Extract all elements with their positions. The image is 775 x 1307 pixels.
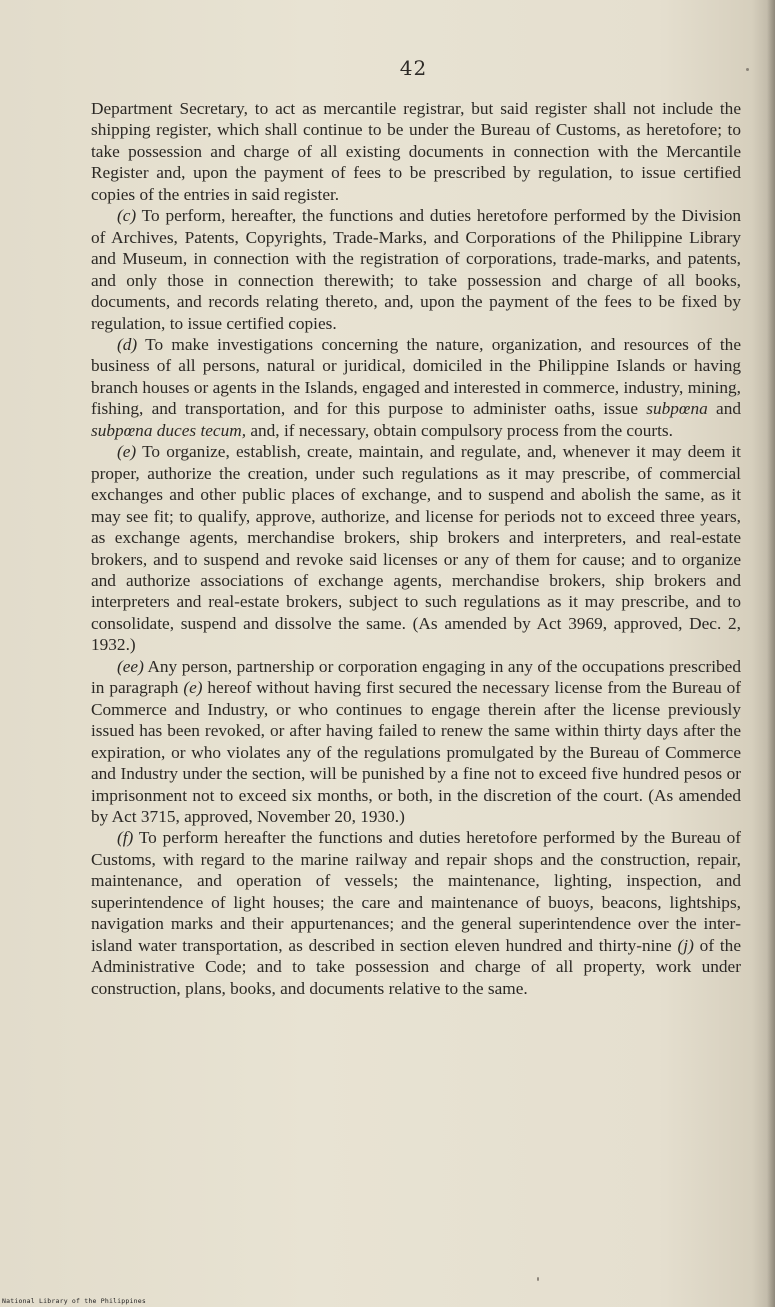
- paragraph-label: (f): [117, 828, 134, 848]
- paragraph-text: and, if necessary, obtain compulsory process from the courts.: [246, 420, 673, 440]
- paragraph-text: Any person, partnership or corporation engaging in any of the occupations prescribed in paragraph: [91, 656, 741, 698]
- body-text: [91, 98, 741, 999]
- page-edge-shadow: [767, 0, 775, 1307]
- paragraph-c: [91, 205, 741, 334]
- paragraph-label: (ee): [117, 656, 144, 676]
- paragraph-label: (e): [117, 442, 137, 462]
- paragraph-reference: (j): [677, 935, 694, 955]
- paragraph-e: [91, 441, 741, 656]
- paragraph-text: To organize, establish, create, maintain, and regulate, and, whenever it may deem it proper, authorize the creation, under such regulations as it may prescribe, of commercial exchanges and other public places of exchange, and to suspend and abolish the same, as it may see fit; to qualify, approve, authorize, and license for periods not to exceed three years, as exchange agents, merchandise brokers, ship brokers and interpreters, and real-estate brokers, and to suspend and revoke said licenses or any of them for cause; and to organize and authorize associations of exchange agents, merchandise brokers, ship brokers and interpreters and real-estate brokers, subject to such regulations as it may prescribe, and to consolidate, suspend and dissolve the same. (As amended by Act 3969, approved, Dec. 2, 1932.): [91, 442, 741, 655]
- paragraph-text: To make investigations concerning the nature, organization, and resources of the business of all persons, natural or juridical, domiciled in the Philippine Islands or having branch houses or agents in the Islands, engaged and interested in commerce, industry, mining, fishing, and transportation, and for this purpose to administer oaths, issue: [91, 334, 741, 419]
- paragraph-text: and: [707, 399, 741, 419]
- paragraph-d: [91, 334, 741, 441]
- paragraph-continuation: [91, 98, 741, 205]
- paragraph-text: To perform hereafter the functions and duties heretofore performed by the Bureau of Customs, with regard to the marine railway and repair shops and the construction, repair, maintenance, and operation of vessels; the maintenance, lighting, inspection, and superintendence of light houses; the care and maintenance of buoys, beacons, lightships, navigation marks and their appurtenances; and the general superintendence over the interisland water transportation, as described in section eleven hundred and thirty-nine: [91, 828, 741, 955]
- italic-term: subpœna: [646, 399, 708, 419]
- paper-speck: [537, 1277, 539, 1281]
- italic-term: subpœna duces tecum,: [91, 420, 247, 440]
- paragraph-f: [91, 827, 741, 999]
- paragraph-text: hereof without having first secured the necessary license from the Bureau of Commerce and Industry, or who continues to engage therein after the license previously issued has been revoked, or after having failed to renew the same within thirty days after the expiration, or who violates any of the regulations promulgated by the Bureau of Commerce and Industry under the section, will be punished by a fine not to exceed five hundred pesos or imprisonment not to exceed six months, or both, in the discretion of the court. (As amended by Act 3715, approved, November 20, 1930.): [91, 678, 742, 826]
- paragraph-label: (c): [117, 206, 137, 226]
- library-footer: National Library of the Philippines: [2, 1297, 146, 1305]
- paragraph-text: Department Secretary, to act as mercantile registrar, but said register shall not include the shipping register, which shall continue to be under the Bureau of Customs, as heretofore; to take possession and charge of all existing documents in connection with the Mercantile Register and, upon the payment of fees to be prescribed by regulation, to issue certified copies of the entries in said register.: [91, 99, 741, 204]
- paragraph-text: of the Administrative Code; and to take possession and charge of all property, work under construction, plans, books, and documents relative to the same.: [91, 935, 741, 998]
- paragraph-label: (d): [117, 334, 138, 354]
- paragraph-text: To perform, hereafter, the functions and duties heretofore performed by the Division of Archives, Patents, Copyrights, Trade-Marks, and Corporations of the Philippine Library and Museum, in connection with the registration of corporations, trade-marks, and patents, and only those in connection therewith; to take possession and charge of all books, documents, and records relating thereto, and, upon the payment of the fees to be fixed by regulation, to issue certified copies.: [91, 206, 741, 333]
- paragraph-ee: [91, 656, 741, 828]
- paragraph-reference: (e): [183, 678, 203, 698]
- paper-speck: [746, 68, 749, 71]
- page-number: 42: [399, 56, 428, 80]
